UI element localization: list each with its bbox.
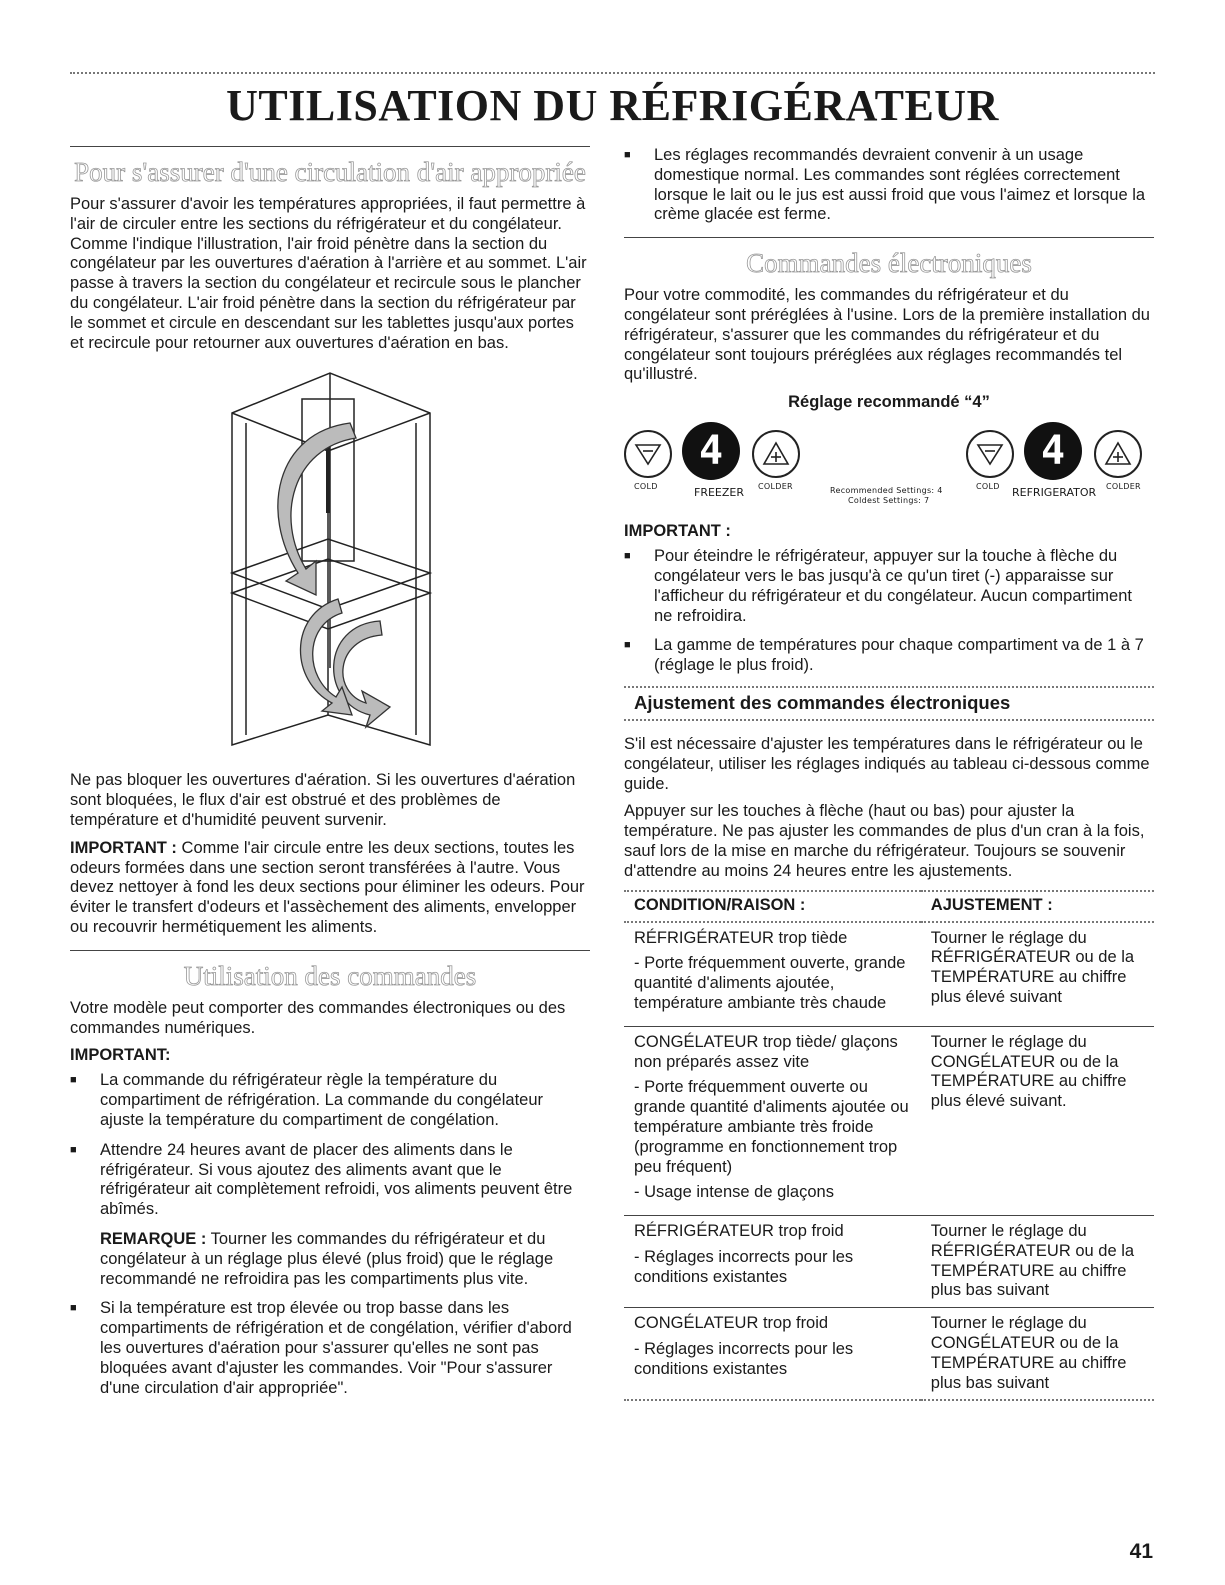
up-arrow-icon bbox=[1102, 438, 1134, 470]
list-item: ■ Les réglages recommandés devraient convenir à un usage domestique normal. Les commandes sont réglées correctement lorsque le lait ou le jus est aussi froid que vous l'aimez et lorsque la crème glacée est ferme. bbox=[624, 146, 1154, 225]
condition-cell bbox=[624, 922, 921, 1027]
settings-bullet-list bbox=[624, 146, 1154, 225]
condition-cell bbox=[624, 1308, 921, 1401]
down-arrow-icon bbox=[632, 438, 664, 470]
vent-warning-paragraph: Ne pas bloquer les ouvertures d'aération. Si les ouvertures d'aération sont bloquées, le flux d'air est obstrué et des problèmes de température et d'humidité peuvent survenir. bbox=[70, 771, 576, 829]
right-column bbox=[624, 146, 1154, 1401]
adjustment-cell: Tourner le réglage du CONGÉLATEUR ou de la TEMPÉRATURE au chiffre plus élevé suivant. bbox=[921, 1026, 1154, 1215]
condition-text: RÉFRIGÉRATEUR trop tiède bbox=[634, 928, 848, 947]
odor-important-paragraph bbox=[70, 839, 590, 938]
reason-text: - Porte fréquemment ouverte ou grande quantité d'aliments ajoutée ou température ambiante très froide (programme en fonctionnement trop peu fréquent) bbox=[634, 1078, 909, 1176]
important-label: IMPORTANT : bbox=[70, 838, 177, 857]
controls-bullet-list bbox=[70, 1071, 590, 1220]
list-item: ■ Pour éteindre le réfrigérateur, appuyer sur la touche à flèche du congélateur vers le bas jusqu'à ce qu'un tiret (-) apparaisse sur l'afficheur du réfrigérateur et du congélateur. Aucun compartiment ne refroidira. bbox=[624, 547, 1154, 626]
list-item: ■ Attendre 24 heures avant de placer des aliments dans le réfrigérateur. Si vous ajoutez des aliments avant que le réfrigérateur ait complètement refroidi, vos aliments peuvent être abîmés. bbox=[70, 1141, 590, 1220]
recommended-settings-label: Recommended Settings: 4 bbox=[830, 486, 943, 496]
odor-important-text: Comme l'air circule entre les deux sections, toutes les odeurs formées dans une section seront transférées à l'autre. Vous devez nettoyer à fond les deux sections pour éliminer les odeurs. Pour éviter le transfert d'odeurs et l'assèchement des aliments, envelopper ou recouvrir hermétiquement les aliments. bbox=[70, 838, 585, 936]
table-row bbox=[624, 1216, 1154, 1308]
up-arrow-icon bbox=[760, 438, 792, 470]
remark-text: Tourner les commandes du réfrigérateur et du congélateur à un réglage plus élevé (plus froid) que le réglage recommandé ne refroidira pas les compartiments plus vite. bbox=[100, 1229, 554, 1288]
section-rule bbox=[624, 237, 1154, 238]
adjustment-cell: Tourner le réglage du RÉFRIGÉRATEUR ou de la TEMPÉRATURE au chiffre plus élevé suivant bbox=[921, 922, 1154, 1027]
table-row bbox=[624, 922, 1154, 1027]
recommended-setting-heading: Réglage recommandé “4” bbox=[788, 393, 990, 412]
electronic-controls-paragraph: Pour votre commodité, les commandes du réfrigérateur et du congélateur sont préréglées à l'usine. Lors de la première installation du réfrigérateur, s'assurer que les commandes du réfrigérateur et du congélateur sont toujours préréglées aux réglages recommandés tel qu'illustré. bbox=[624, 286, 1150, 384]
refrigerator-airflow-diagram bbox=[70, 363, 590, 763]
adjustment-table bbox=[624, 890, 1154, 1402]
list-item: ■ La gamme de températures pour chaque compartiment va de 1 à 7 (réglage le plus froid). bbox=[624, 636, 1154, 676]
airflow-illustration bbox=[70, 363, 590, 765]
fridge-up-button[interactable] bbox=[1094, 430, 1142, 478]
condition-text: CONGÉLATEUR trop froid bbox=[634, 1314, 829, 1333]
freezer-display: 4 bbox=[682, 422, 740, 480]
control-panel-illustration bbox=[624, 422, 1154, 508]
left-column bbox=[70, 146, 590, 1408]
cold-label: COLD bbox=[634, 482, 658, 492]
adjustment-cell: Tourner le réglage du RÉFRIGÉRATEUR ou de la TEMPÉRATURE au chiffre plus bas suivant bbox=[921, 1216, 1154, 1308]
colder-label: COLDER bbox=[1106, 482, 1141, 492]
list-item: ■ La commande du réfrigérateur règle la température du compartiment de réfrigération. La commande du congélateur ajuste la température du compartiment de congélation. bbox=[70, 1071, 590, 1130]
section-title-controls-use: Utilisation des commandes bbox=[183, 960, 477, 991]
air-circulation-paragraph: Pour s'assurer d'avoir les températures appropriées, il faut permettre à l'air de circuler entre les sections du réfrigérateur et du congélateur. Comme l'indique l'illustration, l'air froid pénètre dans la section du congélateur par les ouvertures d'aération à l'arrière et au sommet. L'air passe à travers la section du congélateur et recircule sous le plancher du congélateur. L'air froid pénètre dans la section du réfrigérateur par le sommet et circule en descendant sur les tablettes jusqu'aux portes et recircule pour retourner aux ouvertures d'aération en bas. bbox=[70, 195, 587, 352]
freezer-up-button[interactable] bbox=[752, 430, 800, 478]
important-heading: IMPORTANT : bbox=[624, 522, 731, 541]
column-header-adjustment: AJUSTEMENT : bbox=[921, 891, 1154, 922]
remark-label: REMARQUE : bbox=[100, 1229, 207, 1248]
colder-label: COLDER bbox=[758, 482, 793, 492]
adjust-paragraph-2: Appuyer sur les touches à flèche (haut ou bas) pour ajuster la température. Ne pas ajuster les commandes de plus d'un cran à la fois, sauf lors de la mise en marche du réfrigérateur. Toujours se souvenir d'attendre au moins 24 heures entre les ajustements. bbox=[624, 802, 1145, 880]
column-header-condition: CONDITION/RAISON : bbox=[624, 891, 921, 922]
important-heading: IMPORTANT: bbox=[70, 1046, 171, 1065]
table-row bbox=[624, 1308, 1154, 1401]
freezer-label: FREEZER bbox=[694, 486, 744, 500]
freezer-down-button[interactable] bbox=[624, 430, 672, 478]
reason-text: - Porte fréquemment ouverte, grande quantité d'aliments ajoutée, température ambiante très chaude bbox=[634, 954, 906, 1012]
page-number: 41 bbox=[1129, 1540, 1153, 1563]
adjust-paragraph-1: S'il est nécessaire d'ajuster les températures dans le réfrigérateur ou le congélateur, utiliser les réglages indiqués au tableau ci-dessous comme guide. bbox=[624, 734, 1150, 793]
section-title-electronic-controls: Commandes électroniques bbox=[746, 248, 1032, 279]
reason-text: - Réglages incorrects pour les conditions existantes bbox=[634, 1340, 854, 1378]
condition-cell bbox=[624, 1216, 921, 1308]
top-dotted-rule bbox=[70, 72, 1155, 74]
refrigerator-label: REFRIGERATOR bbox=[1012, 486, 1097, 500]
section-rule bbox=[70, 950, 590, 951]
reason-text-2: - Usage intense de glaçons bbox=[634, 1183, 834, 1202]
important-bullet-list bbox=[624, 547, 1154, 676]
remark-paragraph bbox=[70, 1230, 590, 1289]
section-title-adjusting-controls: Ajustement des commandes électroniques bbox=[624, 686, 1154, 721]
fridge-display: 4 bbox=[1024, 422, 1082, 480]
condition-text: CONGÉLATEUR trop tiède/ glaçons non préparés assez vite bbox=[634, 1032, 898, 1071]
list-item: ■ Si la température est trop élevée ou trop basse dans les compartiments de réfrigération et de congélation, vérifier d'abord les ouvertures d'aération pour s'assurer qu'elles ne sont pas bloquées avant d'ajuster les commandes. Voir "Pour s'assurer d'une circulation d'air appropriée". bbox=[70, 1299, 590, 1398]
controls-intro-paragraph: Votre modèle peut comporter des commandes électroniques ou des commandes numériques. bbox=[70, 998, 566, 1037]
cold-label: COLD bbox=[976, 482, 1000, 492]
controls-bullet-list-2 bbox=[70, 1299, 590, 1398]
page-title: UTILISATION DU RÉFRIGÉRATEUR bbox=[226, 81, 999, 130]
fridge-down-button[interactable] bbox=[966, 430, 1014, 478]
coldest-settings-label: Coldest Settings: 7 bbox=[848, 496, 930, 506]
condition-text: RÉFRIGÉRATEUR trop froid bbox=[634, 1222, 844, 1241]
adjustment-cell: Tourner le réglage du CONGÉLATEUR ou de la TEMPÉRATURE au chiffre plus bas suivant bbox=[921, 1308, 1154, 1401]
reason-text: - Réglages incorrects pour les conditions existantes bbox=[634, 1247, 854, 1286]
section-rule bbox=[70, 146, 590, 147]
condition-cell bbox=[624, 1026, 921, 1215]
table-row bbox=[624, 1026, 1154, 1215]
section-title-air-circulation: Pour s'assurer d'une circulation d'air appropriée bbox=[74, 157, 586, 187]
down-arrow-icon bbox=[974, 438, 1006, 470]
